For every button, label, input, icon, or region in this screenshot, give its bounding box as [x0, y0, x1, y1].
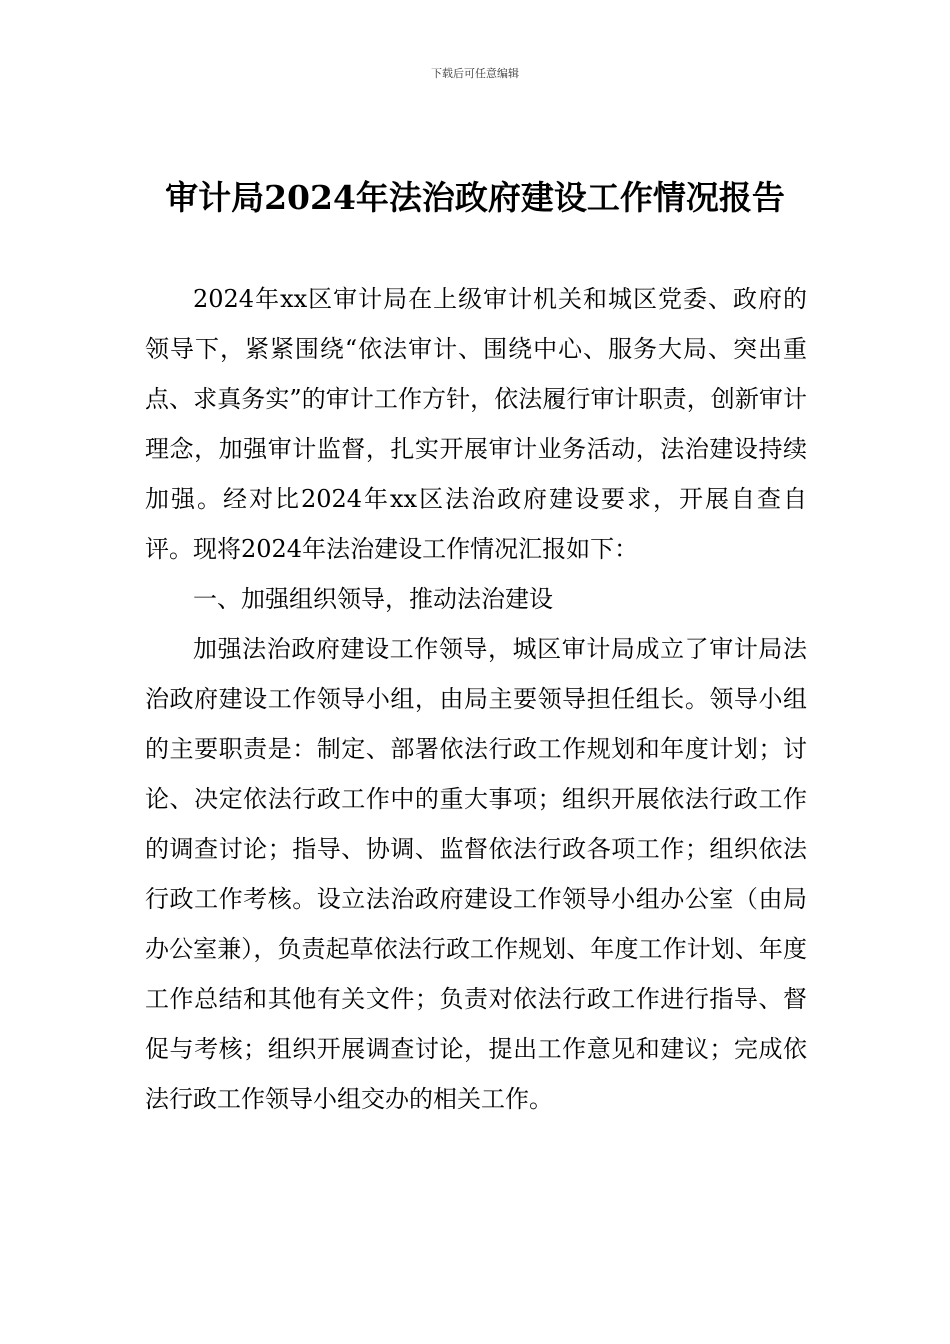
- header-note: 下载后可任意编辑: [431, 67, 519, 80]
- document-title: 审计局2024年法治政府建设工作情况报告: [165, 178, 785, 217]
- paragraph-section-1: 加强法治政府建设工作领导，城区审计局成立了审计局法治政府建设工作领导小组，由局主要领导担任组长。领导小组的主要职责是：制定、部署依法行政工作规划和年度计划；讨论、决定依法行政工作中的重大事项；组织开展依法行政工作的调查讨论；指导、协调、监督依法行政各项工作；组织依法行政工作考核。设立法治政府建设工作领导小组办公室（由局办公室兼），负责起草依法行政工作规划、年度工作计划、年度工作总结和其他有关文件；负责对依法行政工作进行指导、督促与考核；组织开展调查讨论，提出工作意见和建议；完成依法行政工作领导小组交办的相关工作。: [145, 635, 807, 1113]
- section-heading: 一、加强组织领导，推动法治建设: [193, 585, 553, 613]
- document-body: [145, 274, 807, 1124]
- paragraph-intro: 2024年xx区审计局在上级审计机关和城区党委、政府的领导下，紧紧围绕“依法审计、围绕中心、服务大局、突出重点、求真务实”的审计工作方针，依法履行审计职责，创新审计理念，加强审计监督，扎实开展审计业务活动，法治建设持续加强。经对比2024年xx区法治政府建设要求，开展自查自评。现将2024年法治建设工作情况汇报如下：: [145, 285, 807, 563]
